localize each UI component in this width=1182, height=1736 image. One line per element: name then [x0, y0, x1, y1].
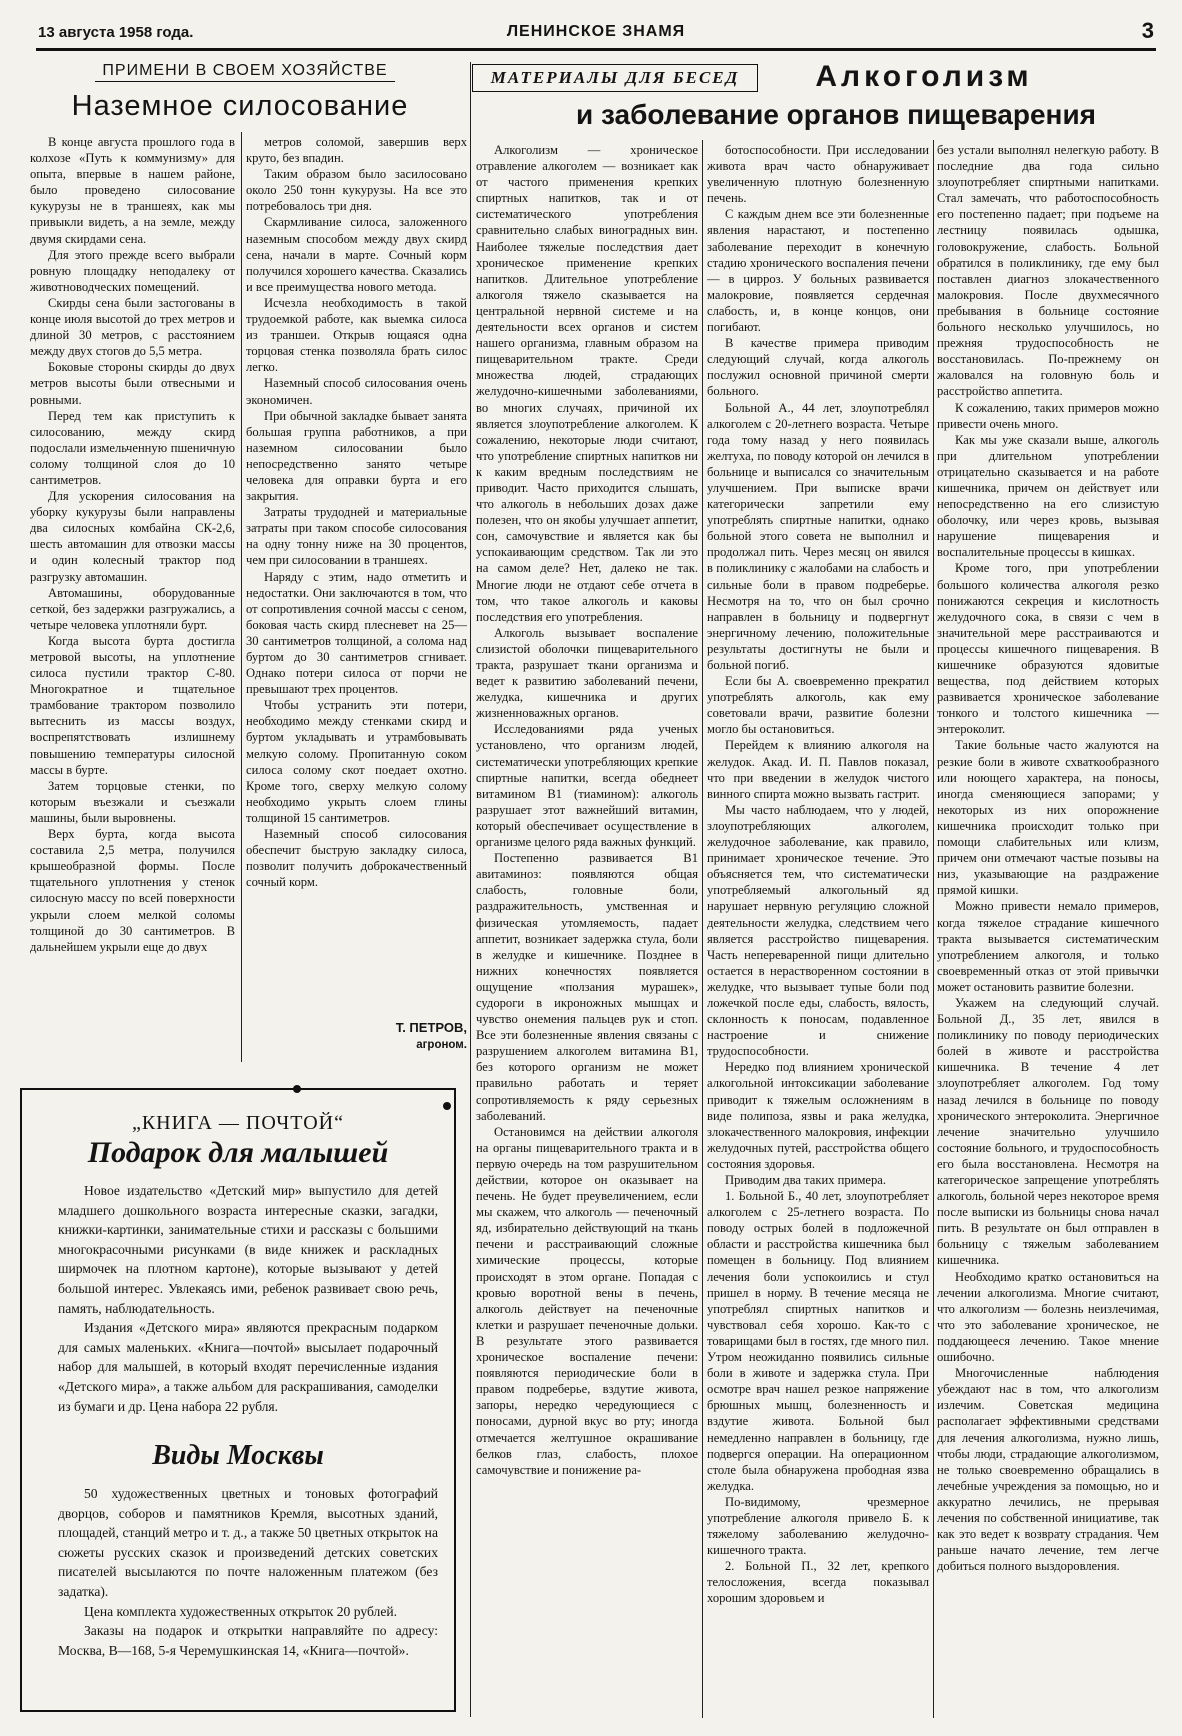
silo-paragraph: Автомашины, оборудованные сеткой, без задержки разгружались, а четыре человека уплотняли бурт.	[30, 585, 235, 632]
alco-column-1	[476, 142, 698, 1722]
author-role: агроном.	[416, 1039, 467, 1051]
alco-paragraph: Алкоголизм — хроническое отравление алкоголем — возникает как от частого применения крепких спиртных напитков, так и от систематического употребления сравнительно слабых виноградных вин. Наиболее тяжелые последствия дает хроническое применение крепких напитков. Длительное употребление алкоголя тяжело сказывается на центральной нервной системе и на деятельности всех органов и систем нашего организма, главным образом на пищеварительном тракте. Среди множества людей, страдающих желудочно-кишечными заболеваниями, во многих случаях, причиной их является злоупотребление алкоголем. К сожалению, некоторые люди считают, что употребление спиртных напитков ни к каким вредным последствиям не приводит. Часто приходится слышать, что алкоголь в небольших дозах даже полезен, что он якобы улучшает аппетит, сон, самочувствие и является как бы успокаивающим средством. Так ли это на самом деле? Нет, далеко не так. Многие люди не отдают себе отчета в том, что такое алкоголь и каковы последствия его употребления.	[476, 143, 698, 624]
alco-paragraph: Необходимо кратко остановиться на лечении алкоголизма. Многие считают, что алкоголизм — болезнь неизлечимая, что это заболевание хроническое, не поддающееся лечению. Такое мнение ошибочно.	[937, 1269, 1159, 1365]
column-rule	[702, 140, 703, 1718]
author-name: Т. ПЕТРОВ,	[395, 1020, 467, 1035]
moscow-paragraph: Заказы на подарок и открытки направляйте по адресу: Москва, В—168, 5-я Черемушкинская 14, «Книга—почтой».	[58, 1623, 438, 1658]
moscow-paragraph: 50 художественных цветных и тоновых фотографий дворцов, соборов и памятников Кремля, высотных зданий, площадей, станций метро и т. д., а также 50 цветных открыток на сюжеты русских сказок и произведений детских советских писателей высылаются по почте наложенным платежом (без задатка).	[58, 1486, 438, 1599]
silo-paragraph: Для ускорения силосования на уборку кукурузы были направлены два силосных комбайна СК-2,6, шесть автомашин для отвозки массы и один колесный трактор под разгрузку автомашин.	[30, 489, 235, 584]
silo-paragraph: Исчезла необходимость в такой трудоемкой работе, как выемка силоса из траншеи. Открыв ющаяся одна торцовая стенка позволяла брать силос легко.	[246, 295, 467, 375]
alco-paragraph: Остановимся на действии алкоголя на органы пищеварительного тракта и в первую очередь на том разрушительном действии, которое он оказывает на печень. Не будет преувеличением, если мы скажем, что алкоголь — печеночный яд, избирательно действующий на ткань печени и расстраивающий сложные химические процессы, которые происходят в этом органе. Попадая с кровью воротной вены в печень, алкоголь действует на печеночные клетки и разрушает печеночные дольки. В результате этого развивается хроническое воспаление печени: появляются периодические боли в правом подреберье, вздутие живота, запоры, нередко чередующиеся с поносами, дурной вкус во рту; иногда отмечается желтушное окрашивание белков глаз, слабость, плохое самочувствие и понижение ра-	[476, 1124, 698, 1477]
alco-paragraph: Многочисленные наблюдения убеждают нас в том, что алкоголизм излечим. Советская медицина располагает эффективными средствами для лечения алкоголизма, нужно лишь, чтобы люди, страдающие алкоголизмом, не только своевременно обращались в лечебные учреждения за помощью, но и аккуратно лечились, не прерывая лечения по собственной инициативе, так как это ведет к возврату страдания. Чем раньше начато лечение, тем легче добиться полного выздоровления.	[937, 1366, 1159, 1574]
alco-paragraph: Мы часто наблюдаем, что у людей, злоупотребляющих алкоголем, желудочное заболевание, как правило, принимает хроническое течение. Это объясняется тем, что систематически употребляемый алкогольный яд нарушает нервную регуляцию сложной деятельности желудка, следствием чего является расстройство пищеварения. Часть непереваренной пищи длительно остается в нерастворенном состоянии в желудке, что вызывает тупые боли под ложечкой после еды, слабость, вялость, склонность к поносам, подавленное настроение и снижение трудоспособности.	[707, 802, 929, 1059]
alco-paragraph: Как мы уже сказали выше, алкоголь при длительном употреблении отрицательно сказывается и на работе кишечника, причем он действует или непосредственно на его слизистую оболочку, или через кровь, вызывая нарушение пищеварения и воспалительные процессы в кишках.	[937, 432, 1159, 560]
alco-column-2	[707, 142, 929, 1722]
silo-paragraph: Для этого прежде всего выбрали ровную площадку неподалеку от животноводческих помещений.	[30, 247, 235, 294]
moscow-paragraph: Цена комплекта художественных открыток 20 рублей.	[84, 1603, 398, 1619]
alco-paragraph: Если бы А. своевременно прекратил употреблять алкоголь, как ему советовали врачи, развитие болезни могло бы остановиться.	[707, 674, 929, 737]
moscow-headline: Виды Москвы	[152, 1440, 324, 1471]
page-header	[36, 20, 1156, 51]
alco-column-3	[937, 142, 1159, 1722]
issue-date: 13 августа 1958 года.	[38, 24, 194, 41]
silo-column-1	[30, 134, 235, 1064]
alco-rubric: МАТЕРИАЛЫ ДЛЯ БЕСЕД	[472, 64, 758, 92]
alco-paragraph: Перейдем к влиянию алкоголя на желудок. Акад. И. П. Павлов показал, что при введении в желудок чистого винного спирта можно вызвать гастрит.	[707, 738, 929, 801]
silo-column-2	[246, 134, 467, 1019]
newspaper-title: ЛЕНИНСКОЕ ЗНАМЯ	[506, 23, 686, 40]
column-rule	[241, 132, 242, 1062]
silo-paragraph: Затем торцовые стенки, по которым въезжали и съезжали машины, были выровнены.	[30, 778, 235, 825]
alco-paragraph: Можно привести немало примеров, когда тяжелое страдание кишечного тракта вызывается систематическим употреблением алкоголя, и только своевременный отказ от этой привычки может остановить развитие болезни.	[937, 899, 1159, 994]
book-mail-box	[20, 1088, 456, 1712]
corner-dot	[443, 1102, 451, 1110]
alco-headline-1: Алкоголизм	[815, 60, 1033, 93]
alco-paragraph: В качестве примера приводим следующий случай, когда алкоголь послужил основной причиной смерти больного.	[707, 336, 929, 399]
gift-paragraph: Издания «Детского мира» являются прекрасным подарком для самых маленьких. «Книга—почтой» высылает подарочный набор для малышей, в который входят перечисленные издания «Детского мира», а также альбом для раскрашивания, самоделки из бумаги и др. Цена набора 22 рубля.	[58, 1320, 438, 1414]
column-rule	[933, 140, 934, 1718]
silo-headline: Наземное силосование	[71, 90, 409, 122]
silo-paragraph: Таким образом было засилосовано около 250 тонн кукурузы. На все это потребовалось три дня.	[246, 167, 467, 214]
silo-paragraph: Затраты трудодней и материальные затраты при таком способе силосования на одну тонну ниже на 30 процентов, чем при силосовании в траншеях.	[246, 505, 467, 568]
silo-paragraph: При обычной закладке бывает занята большая группа работников, а при наземном силосовании было непосредственно занято четыре человека для оправки бурта и его закрытия.	[246, 408, 467, 504]
silo-paragraph: Наземный способ силосования очень экономичен.	[246, 376, 467, 407]
gift-paragraph: Новое издательство «Детский мир» выпустило для детей младшего дошкольного возраста интересные сказки, загадки, книжки-картинки, занимательные стихи и рассказы с большими многокрасочными рисунками (в виде книжек и раскладных ширмочек на плотном картоне), которые вызывают у детей большой интерес. Увлекаясь ими, ребенок развивает свою речь, память, наблюдательность.	[58, 1183, 438, 1316]
alco-paragraph: ботоспособности. При исследовании живота врач часто обнаруживает увеличенную плотную болезненную печень.	[707, 143, 929, 206]
alco-paragraph: Постепенно развивается B1 авитаминоз: появляются общая слабость, головные боли, раздражительность, умственная и физическая утомляемость, падает аппетит, возникает задержка стула, боли в желудке и кишечнике. Позднее в нижних конечностях появляется ощущение «ползания мурашек», судороги в икроножных мышцах и чувство онемения пальцев рук и стоп. Все эти болезненные явления связаны с разрушением алкоголем витамина B1, без которого организм не может правильно работать и теряет сопротивляемость к ряду серьезных заболеваний.	[476, 851, 698, 1123]
alco-paragraph: К сожалению, таких примеров можно привести очень много.	[937, 400, 1159, 431]
alco-headline-2: и заболевание органов пищеварения	[575, 99, 1097, 130]
silo-paragraph: Чтобы устранить эти потери, необходимо между стенками скирд и буртом укладывать и утрамбовывать мелкую солому. Пропитанную соком силоса солому скот поедает охотно. Кроме того, сверху мелкую солому необходимо укрыть слоем глины толщиной 15 сантиметров.	[246, 698, 467, 825]
alco-paragraph: 1. Больной Б., 40 лет, злоупотребляет алкоголем с 25-летнего возраста. По поводу острых болей в подложечной области и расстройства кишечника был помещен в больницу. Под влиянием лечения боли успокоились и стул пришел в норму. В течение месяца не употреблял спиртных напитков и чувствовал себя хорошо. Как-то с товарищами был в гостях, где много пил. Утром неожиданно появились сильные боли в животе и задержка стула. При осмотре врач нашел резкое напряжение брюшных мышц, болезненность и вздутие живота. Больной был немедленно направлен в больницу, где подвергся операции. На операционном столе была обнаружена прободная язва желудка.	[707, 1189, 929, 1493]
alco-paragraph: Кроме того, при употреблении большого количества алкоголя резко понижаются секреция и кислотность желудочного сока, в связи с чем в значительной мере расстраиваются и процессы кишечного пищеварения. В кишечнике образуются ядовитые вещества, под действием которых развивается хроническое заболевание тонкого и толстого кишечника — энтероколит.	[937, 561, 1159, 737]
silo-paragraph: Боковые стороны скирды до двух метров высоты были отвесными и ровными.	[30, 360, 235, 407]
section-rule	[470, 62, 471, 1717]
book-mail-rubric: „КНИГА — ПОЧТОЙ“	[131, 1112, 345, 1134]
silo-paragraph: метров соломой, завершив верх круто, без впадин.	[246, 135, 467, 166]
alco-paragraph: Такие больные часто жалуются на резкие боли в животе схваткообразного или ноющего характера, на поносы, иногда сменяющиеся запорами; у некоторых из них опорожнение кишечника происходит только при помощи слабительных или клизм, причем они отмечают частые позывы на низ, указывающие на раздражение прямой кишки.	[937, 738, 1159, 898]
silo-rubric: ПРИМЕНИ В СВОЕМ ХОЗЯЙСТВЕ	[95, 62, 395, 82]
alco-paragraph: Нередко под влиянием хронической алкогольной интоксикации заболевание приводит к тяжелым осложнениям в виде полипоза, язвы и рака желудка, злокачественного малокровия, инфекции желудочных путей, расстройства общего состояния здоровья.	[707, 1060, 929, 1171]
silo-paragraph: В конце августа прошлого года в колхозе «Путь к коммунизму» для опыта, впервые в нашем районе, было проведено силосование кукурузы не в траншеях, как мы привыкли видеть, а на земле, между двумя скирдами сена.	[30, 135, 235, 246]
alco-paragraph: Больной А., 44 лет, злоупотреблял алкоголем с 20-летнего возраста. Четыре года тому назад у него появилась желтуха, по поводу которой он лечился в больнице и выписался со значительным улучшением. При выписке врачи категорически запретили ему употреблять спиртные напитки, однако больной этого совета не выполнил и продолжал пить. Через месяц он явился в поликлинику с жалобами на слабость и сильные боли в правом подреберье. Несмотря на то, что он был срочно направлен в больницу и подвергнут энергичному лечению, положительные результаты достигнуты не были и больной погиб.	[707, 400, 929, 672]
silo-paragraph: Верх бурта, когда высота составила 2,5 метра, получился крышеобразной формы. После тщательного уплотнения у стенок силосную массу по всей поверхности укрыли слоем мелкой соломы толщиной до 30 сантиметров. В дальнейшем укрыли еще до двух	[30, 827, 235, 954]
silo-paragraph: Когда высота бурта достигла метровой высоты, на уплотнение силоса пустили трактор С-80. Многократное и тщательное трамбование трактором позволило вытеснить из массы воздух, воспрепятствовать излишнему повышению температуры силосной массы в бурте.	[30, 633, 235, 777]
gift-headline: Подарок для малышей	[87, 1136, 389, 1169]
silo-paragraph: Наряду с этим, надо отметить и недостатки. Они заключаются в том, что от сопротивления сочной массы с сеном, боковая часть скирд плесневет на 25—30 сантиметров толщиной, а солома над буртом до 30 сантиметров сгнивает. Однако потери силоса от порчи не превышают трех процентов.	[246, 569, 467, 697]
alco-paragraph: По-видимому, чрезмерное употребление алкоголя привело Б. к тяжелому заболеванию желудочно-кишечного тракта.	[707, 1494, 929, 1558]
silo-paragraph: Перед тем как приступить к силосованию, между скирд подослали измельченную пшеничную солому толщиной слоя до 10 сантиметров.	[30, 408, 235, 487]
gift-text	[58, 1181, 438, 1416]
corner-dot	[293, 1085, 301, 1093]
alco-paragraph: Исследованиями ряда ученых установлено, что организм людей, систематически употребляющих крепкие спиртные напитки, всегда обеднеет витамином B1 (тиамином): алкоголь разрушает этот важнейший витамин, который обеспечивает осуществление в организме целого ряда важных функций.	[476, 722, 698, 850]
alco-paragraph: без устали выполнял нелегкую работу. В последние два года сильно злоупотребляет спиртными напитками. Стал замечать, что работоспособность его постепенно падает; при подъеме на лестницу появилась одышка, головокружение, слабость. Больной обратился в поликлинику, где ему был поставлен диагноз злокачественного малокровия. После двухмесячного пребывания в больнице состояние больного несколько улучшилось, но прежняя трудоспособность не восстановилась. По-прежнему он жаловался на головную боль и расстройство аппетита.	[937, 143, 1159, 399]
silo-author	[300, 1020, 467, 1051]
alco-paragraph: Укажем на следующий случай. Больной Д., 35 лет, явился в поликлинику по поводу периодических болей в животе и расстройства кишечника. В течение 4 лет злоупотребляет алкоголем. Год тому назад лечился в больнице по поводу хронического энтероколита. Энергичное лечение значительно улучшило состояние больного, и трудоспособность его была восстановлена. Несмотря на категорическое запрещение употреблять алкоголь, больной через некоторое время после выписки из больницы снова начал пить. В результате он был отправлен в больницу с тяжелым заболеванием кишечника.	[937, 995, 1159, 1268]
silo-paragraph: Наземный способ силосования обеспечит быструю закладку силоса, позволит получить доброкачественный сочный корм.	[246, 827, 467, 890]
moscow-text	[58, 1484, 438, 1660]
alco-paragraph: Алкоголь вызывает воспаление слизистой оболочки пищеварительного тракта, разрушает ткани организма и ведет к развитию заболеваний печени, желудка, кишечника и других жизненноважных органов.	[476, 625, 698, 721]
alco-paragraph: 2. Больной П., 32 лет, крепкого телосложения, всегда показывал хорошим здоровьем и	[707, 1559, 929, 1606]
page-number: 3	[1141, 18, 1154, 43]
alco-paragraph: С каждым днем все эти болезненные явления нарастают, и постепенно заболевание переходит в конечную стадию хронического воспаления печени — в цирроз. У больных развивается малокровие, появляется сердечная слабость, и, в конце концов, они погибают.	[707, 207, 929, 335]
silo-paragraph: Скармливание силоса, заложенного наземным способом между двух скирд сена, начали в марте. Сочный корм получился хорошего качества. Сказались и все преимущества нового метода.	[246, 215, 467, 294]
alco-paragraph: Приводим два таких примера.	[725, 1173, 887, 1187]
silo-paragraph: Скирды сена были застогованы в конце июля высотой до трех метров и длиной 30 метров, с расстоянием между двух стогов до 5,5 метра.	[30, 295, 235, 359]
